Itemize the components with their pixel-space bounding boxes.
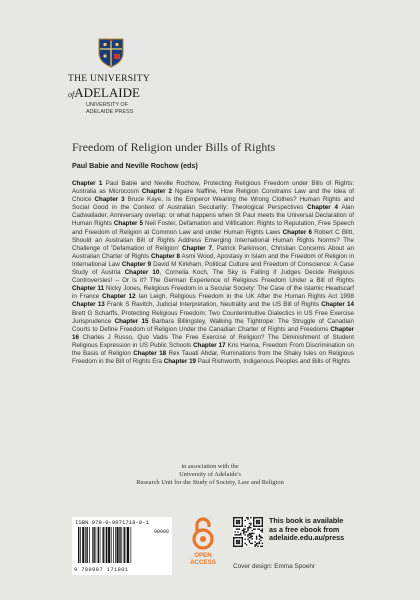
publisher-adelaide: ADELAIDE <box>74 85 140 100</box>
chapter-number: Chapter 11 <box>72 285 105 293</box>
chapter-number: Chapter 18 <box>133 349 167 357</box>
chapter-entry: Kris Hanna, Freedom From Discrimination on the Basis of Religion <box>72 341 354 357</box>
university-crest-logo <box>98 38 124 68</box>
press-line2: ADELAIDE PRESS <box>86 109 134 115</box>
chapter-number: Chapter 3 <box>94 196 125 204</box>
association-line3: Research Unit for the Study of Society, Law and Religion <box>136 479 284 487</box>
chapter-entry: Robert C Blitt, Should an Australian Bill of Rights Address Emerging International Human Rights Norms? The Challenge of 'Defamation of Religion' <box>72 228 355 252</box>
chapter-number: Chapter 1 <box>72 180 103 187</box>
chapter-entry: Nicky Jones, Religious Freedom in a Secular Society: The Case of the Islamic Headscarf in France <box>72 285 354 301</box>
cover-design-credit: Cover design: Emma Spoehr <box>233 563 316 570</box>
chapter-entry: Frank S Ravitch, Judicial Interpretation, Neutrality and the US Bill of Rights <box>104 301 322 309</box>
ebook-line1: This book is available <box>269 516 344 525</box>
chapter-entry: Alan Cadwallader, Anniversary overlap: or what happens when St Paul meets the Universal Declaration of Human Rights <box>72 204 355 228</box>
chapter-entry: Paul Rishworth, Indigenous Peoples and Bills of Rights <box>196 358 350 366</box>
open-access-label <box>183 552 223 566</box>
book-editors: Paul Babie and Neville Rochow (eds) <box>72 161 198 170</box>
barcode-digits: 9 780987 171801 <box>74 567 129 573</box>
chapter-entry: Asmi Wood, Apostasy in Islam and the Freedom of Religion in International Law <box>72 252 355 268</box>
chapter-entry: Barbara Billingsley, Walking the Tightrope: The Struggle of Canadian Courts to Define Freedom of Religion Under the Canadian Charter of Rights and Freedoms <box>72 317 354 333</box>
association-note <box>120 463 300 488</box>
chapter-number: Chapter 14 <box>321 301 354 309</box>
contents-paragraph <box>72 180 354 366</box>
chapter-number: Chapter 6 <box>282 228 312 236</box>
chapter-entry: Ian Leigh, Religious Freedom in the UK After the Human Rights Act 1998 <box>135 293 354 301</box>
press-name <box>86 102 133 116</box>
chapter-number: Chapter 7 <box>181 244 212 252</box>
association-line2: University of Adelaide's <box>179 471 241 479</box>
chapter-entry: Neil Foster, Defamation and Vilification: Rights to Reputation, Free Speech and Freedom of Religion at Common Law and under Human Rights Laws <box>72 220 354 236</box>
chapter-number: Chapter 4 <box>307 204 339 212</box>
chapter-number: Chapter 9 <box>121 260 152 268</box>
association-line1: in association with the <box>181 463 239 470</box>
isbn-label: ISBN 978-0-9871718-0-1 <box>75 519 149 526</box>
chapter-entry: Charles J Russo, Quo Vadis The Free Exercise of Religion? The Diminishment of Student Religious Expression in US Public Schools <box>72 333 354 349</box>
chapter-number: Chapter 17 <box>193 341 226 349</box>
ebook-link[interactable]: adelaide.edu.au/press <box>269 533 345 543</box>
chapter-entry: Bruce Kaye, Is the Emperor Wearing the Wrong Clothes? Human Rights and Social Good in the Context of Australian Secularity: Theological Perspectives <box>72 196 355 212</box>
open-access-lock-icon <box>191 516 215 550</box>
chapter-number: Chapter 16 <box>72 325 354 341</box>
publisher-of: of <box>68 90 75 99</box>
chapter-entry: , Cornelia Koch, The Sky is Falling if Judges Decide Religious Controversies! – Or is it? The German Experience of Religious Freedom Under a Bill of Rights <box>72 269 354 285</box>
chapter-entry: , Patrick Parkinson, Christian Concerns About an Australian Charter of Rights <box>72 244 354 260</box>
book-title: Freedom of Religion under Bills of Rights <box>72 140 276 154</box>
chapter-entry: Rex Tauati Ahdar, Ruminations from the Shaky Isles on Religious Freedom in the Bill of Rights Era <box>72 349 354 366</box>
chapter-entry: Brett G Scharffs, Protecting Religious Freedom: Two Counterintuitive Dialectics in US Free Exercise Jurisprudence <box>72 309 354 325</box>
open-access-line1: OPEN <box>194 552 212 559</box>
publisher-name-line2 <box>68 85 140 101</box>
chapter-number: Chapter 8 <box>151 252 181 260</box>
chapter-number: Chapter 13 <box>72 301 105 309</box>
chapter-number: Chapter 5 <box>113 220 143 228</box>
isbn-barcode <box>72 517 172 575</box>
chapter-number: Chapter 15 <box>114 317 149 325</box>
chapter-number: Chapter 10 <box>124 269 160 277</box>
chapter-entry: Ngaire Naffine, How Religion Constrains Law and the Idea of Choice <box>72 188 355 204</box>
price-code: 90000 <box>153 529 169 535</box>
chapter-number: Chapter 12 <box>102 293 136 301</box>
free-ebook-notice <box>269 517 344 543</box>
open-access-line2: ACCESS <box>190 559 216 566</box>
chapter-number: Chapter 19 <box>163 358 197 366</box>
publisher-name-line1: THE UNIVERSITY <box>68 74 151 84</box>
chapter-entry: Paul Babie and Neville Rochow, Protecting Religious Freedom under Bills of Rights: Australia as Microcosm <box>72 180 354 196</box>
press-line1: UNIVERSITY OF <box>86 102 129 108</box>
qr-code <box>233 517 263 547</box>
ebook-line2: as a free ebook from <box>269 524 340 534</box>
barcode-bars <box>78 527 150 563</box>
chapter-number: Chapter 2 <box>141 188 172 196</box>
chapter-entry: David M Kirkham, Political Culture and Freedom of Conscience: A Case Study of Austria <box>72 260 354 277</box>
